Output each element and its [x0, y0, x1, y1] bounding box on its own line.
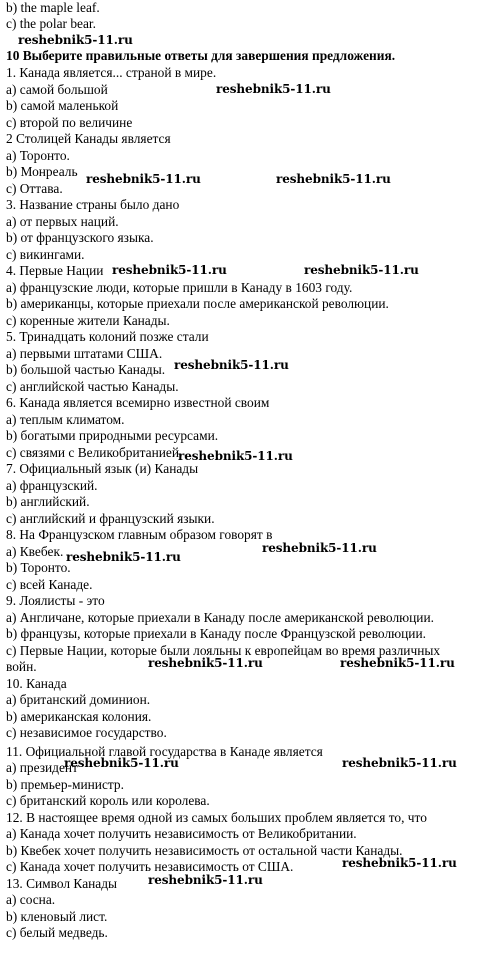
- answer-option: b) Монреаль: [6, 164, 78, 179]
- text-line: b) the maple leaf.: [6, 0, 100, 15]
- watermark: reshebnik5-11.ru: [262, 541, 377, 555]
- question-10: 10. Канада: [6, 676, 67, 691]
- answer-option: a) Торонто.: [6, 148, 70, 163]
- question-8: 8. На Французском главным образом говорят в: [6, 527, 273, 542]
- answer-option: c) британский король или королева.: [6, 793, 210, 808]
- answer-option: b) самой маленькой: [6, 98, 119, 113]
- answer-option: b) французы, которые приехали в Канаду после Французской революции.: [6, 626, 426, 641]
- answer-option: a) французские люди, которые пришли в Канаду в 1603 году.: [6, 280, 353, 295]
- answer-option: b) премьер-министр.: [6, 777, 124, 792]
- answer-option: c) Оттава.: [6, 181, 63, 196]
- answer-option: c) всей Канаде.: [6, 577, 93, 592]
- answer-option: c) коренные жители Канады.: [6, 313, 170, 328]
- watermark: reshebnik5-11.ru: [276, 172, 391, 186]
- answer-option: c) викингами.: [6, 247, 85, 262]
- question-7: 7. Официальный язык (и) Канады: [6, 461, 199, 476]
- answer-option: a) самой большой: [6, 82, 108, 97]
- watermark: reshebnik5-11.ru: [86, 172, 201, 186]
- answer-option: b) богатыми природными ресурсами.: [6, 428, 219, 443]
- answer-option: b) от французского языка.: [6, 230, 154, 245]
- answer-option: a) президент: [6, 760, 78, 775]
- watermark: reshebnik5-11.ru: [148, 873, 263, 887]
- answer-option: b) американцы, которые приехали после американской революции.: [6, 296, 389, 311]
- watermark: reshebnik5-11.ru: [64, 756, 179, 770]
- question-1: 1. Канада является... страной в мире.: [6, 65, 217, 80]
- answer-option: c) Канада хочет получить независимость от США.: [6, 859, 294, 874]
- watermark: reshebnik5-11.ru: [66, 550, 181, 564]
- answer-option: a) британский доминион.: [6, 692, 151, 707]
- answer-option: b) большой частью Канады.: [6, 362, 166, 377]
- question-11: 11. Официальной главой государства в Канаде является: [6, 744, 323, 759]
- question-3: 3. Название страны было дано: [6, 197, 180, 212]
- section-heading: 10 Выберите правильные ответы для завершения предложения.: [6, 48, 396, 63]
- answer-option: c) английский и французский языки.: [6, 511, 215, 526]
- answer-option: a) Квебек.: [6, 544, 64, 559]
- answer-option-continued: войн.: [6, 659, 37, 674]
- watermark: reshebnik5-11.ru: [178, 449, 293, 463]
- answer-option: a) сосна.: [6, 892, 56, 907]
- answer-option: b) Торонто.: [6, 560, 71, 575]
- watermark: reshebnik5-11.ru: [342, 756, 457, 770]
- question-13: 13. Символ Канады: [6, 876, 118, 891]
- answer-option: c) независимое государство.: [6, 725, 167, 740]
- watermark: reshebnik5-11.ru: [174, 358, 289, 372]
- answer-option: a) первыми штатами США.: [6, 346, 163, 361]
- question-5: 5. Тринадцать колоний позже стали: [6, 329, 209, 344]
- text-line: c) the polar bear.: [6, 16, 96, 31]
- watermark: reshebnik5-11.ru: [340, 656, 455, 670]
- watermark: reshebnik5-11.ru: [304, 263, 419, 277]
- watermark: reshebnik5-11.ru: [342, 856, 457, 870]
- answer-option: a) Канада хочет получить независимость от Великобритании.: [6, 826, 357, 841]
- answer-option: c) связями с Великобританией.: [6, 445, 183, 460]
- watermark: reshebnik5-11.ru: [18, 33, 133, 47]
- answer-option: a) от первых наций.: [6, 214, 119, 229]
- answer-option: b) Квебек хочет получить независимость от остальной части Канады.: [6, 843, 403, 858]
- watermark: reshebnik5-11.ru: [148, 656, 263, 670]
- answer-option: c) Первые Нации, которые были лояльны к европейцам во время различных: [6, 643, 441, 658]
- watermark: reshebnik5-11.ru: [112, 263, 227, 277]
- answer-option: a) теплым климатом.: [6, 412, 125, 427]
- question-6: 6. Канада является всемирно известной своим: [6, 395, 270, 410]
- question-2: 2 Столицей Канады является: [6, 131, 171, 146]
- answer-option: b) американская колония.: [6, 709, 152, 724]
- answer-option: c) белый медведь.: [6, 925, 108, 940]
- answer-option: b) английский.: [6, 494, 90, 509]
- answer-option: a) Англичане, которые приехали в Канаду после американской революции.: [6, 610, 434, 625]
- watermark: reshebnik5-11.ru: [216, 82, 331, 96]
- question-4: 4. Первые Нации: [6, 263, 104, 278]
- answer-option: b) кленовый лист.: [6, 909, 108, 924]
- question-9: 9. Лоялисты - это: [6, 593, 105, 608]
- answer-option: c) английской частью Канады.: [6, 379, 179, 394]
- question-12: 12. В настоящее время одной из самых больших проблем является то, что: [6, 810, 427, 825]
- answer-option: c) второй по величине: [6, 115, 133, 130]
- answer-option: a) французский.: [6, 478, 98, 493]
